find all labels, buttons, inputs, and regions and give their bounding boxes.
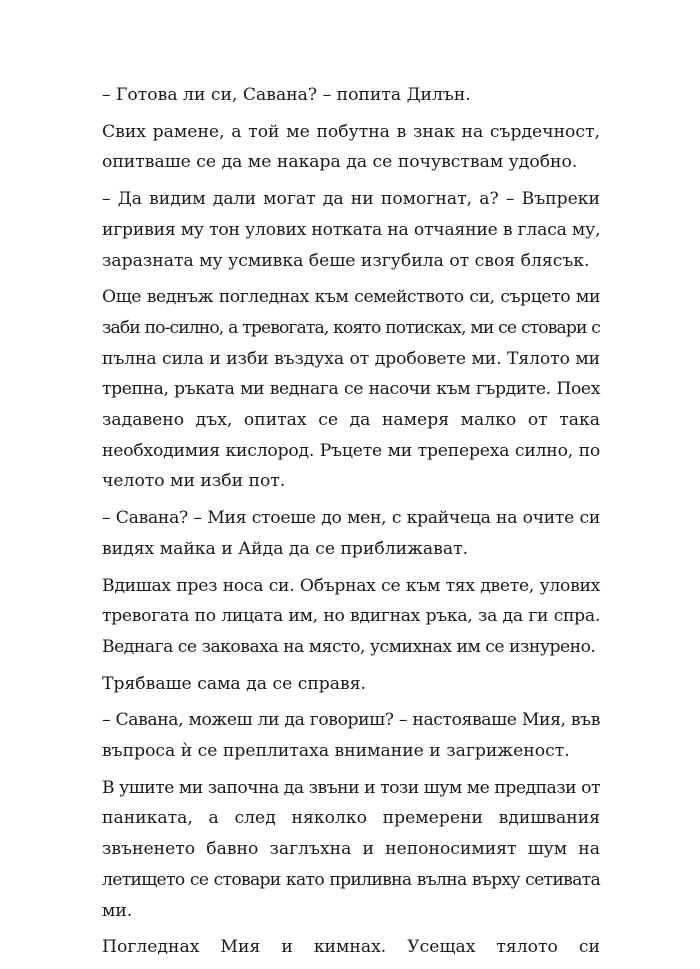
- text-line: – Савана? – Мия стоеше до мен, с крайчеца на очите си: [102, 508, 600, 529]
- text-line: Свих рамене, а той ме побутна в знак на сърдечност,: [102, 121, 600, 142]
- paragraph: [102, 503, 698, 564]
- text-line: трепна, ръката ми веднага се насочи към гърдите. Поех: [102, 379, 600, 400]
- text-line: Вдишах през носа си. Обърнах се към тях двете, улових: [102, 575, 600, 596]
- text-line: В ушите ми започна да звъни и този шум ме предпази от: [102, 777, 600, 798]
- text-line: опитваше се да ме накара да се почувствам удобно.: [102, 152, 578, 173]
- text-line: Още веднъж погледнах към семейството си, сърцето ми: [102, 287, 600, 308]
- paragraph: [102, 571, 698, 663]
- text-line: Веднага се заковаха на място, усмихнах им се изнурено.: [102, 636, 596, 657]
- text-line: видях майка и Айда да се приближават.: [102, 538, 469, 559]
- text-line: заби по-силно, а тревогата, която потисках, ми се стовари с: [102, 317, 600, 338]
- text-line: игривия му тон улових нотката на отчаяние в гласа му,: [102, 219, 601, 240]
- paragraph: [102, 705, 698, 766]
- paragraph: [102, 117, 698, 178]
- text-line: заразната му усмивка беше изгубила от своя блясък.: [102, 250, 590, 271]
- text-line: челото ми изби пот.: [102, 471, 286, 492]
- text-line: летището се стовари като приливна вълна върху сетивата: [102, 869, 600, 890]
- text-line: Трябваше сама да се справя.: [102, 673, 367, 694]
- text-line: звъненето бавно заглъхна и непоносимият шум на: [102, 839, 600, 860]
- text-line: Погледнах Мия и кимнах. Усещах тялото си: [102, 937, 600, 958]
- text-line: задавено дъх, опитах се да намеря малко от така: [102, 410, 600, 431]
- body-text: [102, 80, 698, 969]
- text-line: тревогата по лицата им, но вдигнах ръка, за да ги спра.: [102, 606, 600, 627]
- paragraph: [102, 282, 698, 497]
- text-line: въпроса ѝ се преплитаха внимание и загриженост.: [102, 741, 570, 762]
- paragraph: [102, 184, 698, 276]
- paragraph: [102, 773, 698, 927]
- text-line: – Савана, можеш ли да говориш? – настояваше Мия, във: [102, 710, 600, 731]
- text-line: ми.: [102, 900, 133, 921]
- paragraph: [102, 932, 698, 963]
- text-line: пълна сила и изби въздуха от дробовете ми. Тялото ми: [102, 348, 600, 369]
- paragraph: [102, 669, 698, 700]
- text-line: паниката, а след няколко премерени вдишвания: [102, 808, 600, 829]
- text-line: – Готова ли си, Савана? – попита Дилън.: [102, 85, 471, 105]
- text-line: необходимия кислород. Ръцете ми треперeха силно, по: [102, 440, 600, 461]
- text-line: – Да видим дали могат да ни помогнат, а? – Въпреки: [102, 189, 600, 210]
- paragraph: [102, 80, 698, 111]
